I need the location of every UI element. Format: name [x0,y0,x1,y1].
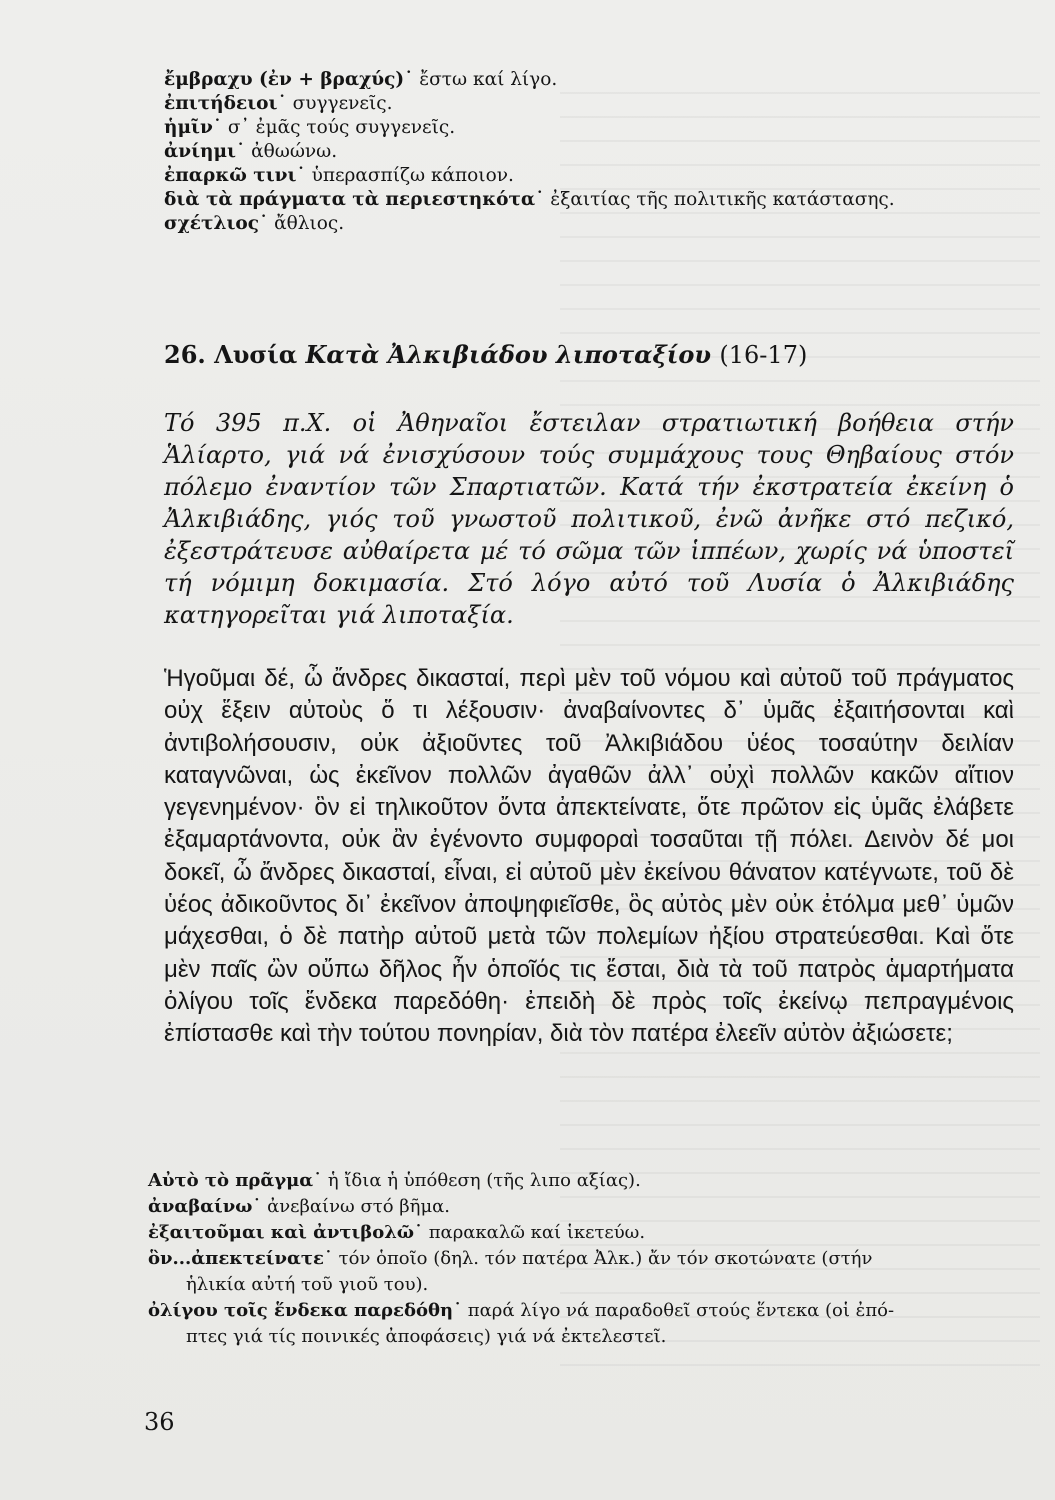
ancient-greek-passage: Ἡγοῦμαι δέ, ὦ ἄνδρες δικασταί, περὶ μὲν τοῦ νόμου καὶ αὐτοῦ τοῦ πράγματος οὐχ ἕξειν αὐτοὺς ὅ τι λέξουσιν· ἀναβαίνοντες δ᾽ ὑμᾶς ἐξαιτήσονται καὶ ἀντιβολήσουσιν, οὐκ ἀξιοῦντες τοῦ Ἀλκιβιάδου ὑέος τοσαύτην δειλίαν καταγνῶναι, ὡς ἐκεῖνον πολλῶν ἀγαθῶν ἀλλ᾽ οὐχὶ πολλῶν κακῶν αἴτιον γεγενημένον· ὃν εἰ τηλικοῦτον ὄντα ἀπεκτείνατε, ὅτε πρῶτον εἰς ὑμᾶς ἐλάβετε ἐξαμαρτάνοντα, οὐκ ἂν ἐγένοντο συμφοραὶ τοσαῦται τῇ πόλει. Δεινὸν δέ μοι δοκεῖ, ὦ ἄνδρες δικασταί, εἶναι, εἰ αὐτοῦ μὲν ἐκείνου θάνατον κατέγνωτε, τοῦ δὲ ὑέος ἀδικοῦντος δι᾽ ἐκεῖνον ἀποψηφιεῖσθε, ὃς αὐτὸς μὲν οὐκ ἐτόλμα μεθ᾽ ὑμῶν μάχεσθαι, ὁ δὲ πατὴρ αὐτοῦ μετὰ τῶν πολεμίων ἠξίου στρατεύεσθαι. Καὶ ὅτε μὲν παῖς ὢν οὔπω δῆλος ἦν ὁποῖός τις ἔσται, διὰ τὰ τοῦ πατρὸς ἁμαρτήματα ὀλίγου τοῖς ἕνδεκα παρεδόθη· ἐπειδὴ δὲ πρὸς τοῖς ἐκείνῳ πεπραγμένοις ἐπίστασθε καὶ τὴν τούτου πονηρίαν, διὰ τὸν πατέρα ἐλεεῖν αὐτὸν ἀξιώσετε; [164,665,1014,1048]
glossary-entry [164,116,1004,140]
glossary-entry [164,140,1004,164]
glossary-definition: ἀθωώνω. [245,141,338,162]
glossary-term: ἔμβραχυ (ἐν + βραχύς)˙ [164,69,414,90]
section-heading [164,340,807,369]
section-title: Κατὰ Ἀλκιβιάδου λιποταξίου [305,340,712,369]
glossary-entry [164,188,1004,212]
page-number: 36 [144,1408,175,1436]
glossary-term: ἐπαρκῶ τινι˙ [164,165,306,186]
glossary-definition: ἔστω καί λίγο. [413,69,558,90]
glossary-definition: ἡλικία αὐτή τοῦ γιοῦ του). [186,1274,429,1295]
glossary-definition: συγγενεῖς. [286,93,393,114]
introduction-paragraph: Τό 395 π.Χ. οἱ Ἀθηναῖοι ἔστειλαν στρατιωτική βοήθεια στήν Ἁλίαρτο, γιά νά ἐνισχύσουν τούς συμμάχους τους Θηβαίους στόν πόλεμο ἐναντίον τῶν Σπαρτιατῶν. Κατά τήν ἐκστρατεία ἐκείνη ὁ Ἀλκιβιάδης, γιός τοῦ γνωστοῦ πολιτικοῦ, ἐνῶ ἀνῆκε στό πεζικό, ἐξεστράτευσε αὐθαίρετα μέ τό σῶμα τῶν ἱππέων, χωρίς νά ὑποστεῖ τή νόμιμη δοκιμασία. Στό λόγο αὐτό τοῦ Λυσία ὁ Ἀλκιβιάδης κατηγορεῖται γιά λιποταξία. [164,409,1014,629]
glossary-entry [148,1194,1018,1220]
glossary-definition: παρά λίγο νά παραδοθεῖ στούς ἕντεκα (οἱ ἐπό- [462,1300,895,1321]
glossary-entry [164,212,1004,236]
glossary-definition: τόν ὁποῖο (δηλ. τόν πατέρα Ἀλκ.) ἄν τόν σκοτώνατε (στήν [332,1248,873,1269]
glossary-term: σχέτλιος˙ [164,213,269,234]
glossary-definition: παρακαλῶ καί ἱκετεύω. [422,1222,646,1243]
glossary-definition: ἀνεβαίνω στό βῆμα. [261,1196,451,1217]
section-range: (16-17) [719,341,808,369]
glossary-term: ἡμῖν˙ [164,117,223,138]
glossary-definition: ὑπερασπίζω κάποιον. [305,165,514,186]
glossary-definition: σ᾽ ἐμᾶς τούς συγγενεῖς. [222,117,456,138]
glossary-term: Αὐτὸ τὸ πρᾶγμα˙ [148,1170,323,1191]
glossary-continuation [148,1324,1018,1350]
glossary-term: ὃν...ἀπεκτείνατε˙ [148,1248,333,1269]
glossary-entry [164,164,1004,188]
glossary-term: ἐπιτήδειοι˙ [164,93,287,114]
bottom-glossary [148,1168,1018,1350]
glossary-term: ἐξαιτοῦμαι καὶ ἀντιβολῶ˙ [148,1222,423,1243]
glossary-definition: πτες γιά τίς ποινικές ἀποφάσεις) γιά νά ἐκτελεστεῖ. [186,1326,667,1347]
top-glossary [164,68,1004,236]
glossary-term: διὰ τὰ πράγματα τὰ περιεστηκότα˙ [164,189,545,210]
glossary-term: ἀναβαίνω˙ [148,1196,262,1217]
glossary-definition: ἐξαιτίας τῆς πολιτικῆς κατάστασης. [544,189,895,210]
glossary-definition: ἄθλιος. [268,213,345,234]
glossary-continuation [148,1272,1018,1298]
glossary-entry [164,68,1004,92]
glossary-term: ἀνίημι˙ [164,141,246,162]
glossary-definition: ἡ ἴδια ἡ ὑπόθεση (τῆς λιπο αξίας). [322,1170,641,1191]
glossary-entry [148,1298,1018,1324]
glossary-entry [148,1220,1018,1246]
glossary-term: ὀλίγου τοῖς ἕνδεκα παρεδόθη˙ [148,1300,463,1321]
section-number: 26. Λυσία [164,340,298,369]
glossary-entry [148,1246,1018,1272]
glossary-entry [164,92,1004,116]
glossary-entry [148,1168,1018,1194]
